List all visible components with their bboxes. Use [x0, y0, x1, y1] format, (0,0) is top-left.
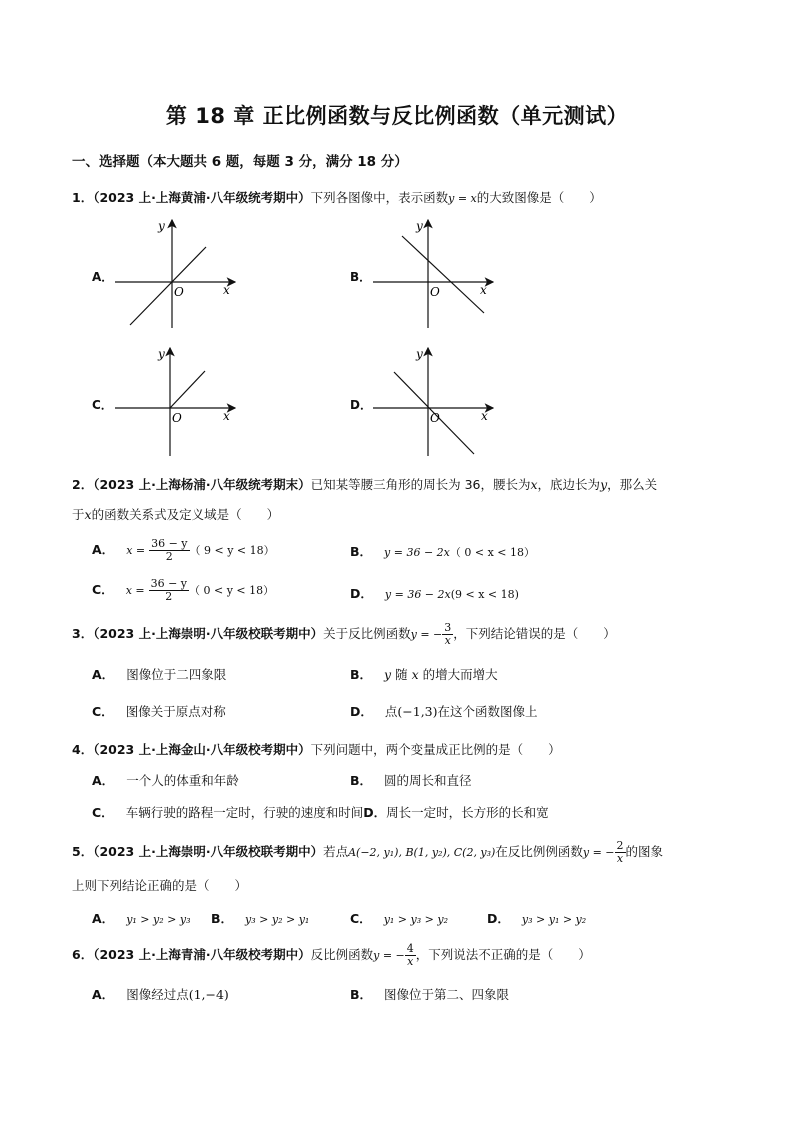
y-label: y [158, 347, 165, 361]
q3-option-b [350, 665, 498, 683]
denominator: x [444, 634, 451, 647]
question-text: 下列问题中，两个变量成正比例的是（ ） [310, 742, 561, 757]
question-text: ，底边长为 [537, 477, 601, 492]
q6-option-a [92, 985, 229, 1003]
section-heading: 一、选择题（本大题共 6 题，每题 3 分，满分 18 分） [72, 154, 408, 170]
denominator: x [616, 852, 624, 865]
x-label: x [223, 283, 230, 297]
option-text: 一个人的体重和年龄 [126, 773, 239, 788]
option-text: 图像位于第二、四象限 [384, 987, 510, 1002]
q2-option-d [350, 584, 519, 602]
option-label: D． [487, 911, 510, 926]
option-text: 随 [395, 667, 408, 682]
option-label: B． [350, 544, 373, 559]
option-text: 图像经过点 [126, 987, 189, 1002]
question-4 [72, 740, 561, 758]
option-label: B． [350, 987, 373, 1002]
q3-option-c [92, 702, 226, 720]
q5-option-a [92, 909, 190, 927]
question-source: （2023 上·上海崇明·八年级校联考期中） [93, 626, 324, 641]
question-source: （2023 上·上海杨浦·八年级统考期末） [93, 477, 311, 492]
y-label: y [158, 219, 165, 233]
option-text: 周长一定时，长方形的长和宽 [386, 805, 549, 820]
option-text: 图像关于原点对称 [125, 704, 226, 719]
question-3 [72, 622, 616, 647]
option-text: 圆的周长和直径 [384, 773, 472, 788]
domain: （ 0 < x < 18） [449, 546, 535, 559]
question-source: （2023 上·上海黄浦·八年级统考期中） [93, 190, 311, 205]
function-line [170, 371, 205, 408]
point-coordinates: (−1,3) [397, 704, 438, 719]
denominator: 2 [165, 590, 173, 603]
option-text: 的增大而增大 [422, 667, 498, 682]
question-number: 1． [72, 190, 94, 205]
q5-option-b [211, 909, 309, 927]
formula-lhs: y = − [410, 628, 443, 641]
option-label: C． [350, 911, 372, 926]
formula: y₃ > y₁ > y₂ [521, 913, 587, 926]
graph-c [110, 340, 250, 460]
variable: y [384, 667, 392, 682]
option-text: 车辆行驶的路程一定时，行驶的速度和时间 [125, 805, 364, 820]
option-label: A． [92, 773, 115, 788]
points: A(−2, y₁), B(1, y₂), C(2, y₃) [348, 846, 496, 859]
question-text: 于 [72, 507, 85, 522]
domain: （ 0 < y < 18） [189, 584, 275, 597]
option-label: C． [92, 805, 114, 820]
domain: （ 9 < y < 18） [189, 544, 275, 557]
question-text: 的大致图像是（ ） [476, 190, 602, 205]
option-label: D． [363, 805, 387, 820]
x-label: x [480, 283, 487, 297]
formula: y₁ > y₃ > y₂ [383, 913, 448, 926]
x-label: x [481, 409, 488, 423]
variable: x [411, 667, 419, 682]
numerator: 36 − y [151, 537, 188, 550]
fraction [149, 538, 189, 563]
option-label: B． [350, 773, 373, 788]
point-coordinates: (1,−4) [188, 987, 229, 1002]
origin-label: O [430, 411, 440, 425]
q2-option-b [350, 542, 535, 560]
numerator: 36 − y [150, 577, 188, 590]
question-source: （2023 上·上海青浦·八年级校考期中） [93, 947, 311, 962]
option-label: C． [92, 582, 114, 597]
y-label: y [416, 347, 423, 361]
option-label: D． [350, 704, 373, 719]
option-text: 在这个函数图像上 [437, 704, 538, 719]
option-label-a: A． [92, 270, 114, 284]
q4-option-c-d [92, 803, 549, 821]
question-text: 在反比例例函数 [495, 844, 583, 859]
formula-lhs: x = [125, 584, 145, 597]
question-text: 关于反比例函数 [323, 626, 411, 641]
q5-option-c [350, 909, 448, 927]
question-number: 2． [72, 477, 94, 492]
question-text: ，那么关 [607, 477, 658, 492]
q4-option-a [92, 771, 239, 789]
question-5 [72, 840, 663, 865]
option-label: C． [92, 704, 114, 719]
denominator: 2 [165, 550, 173, 563]
option-label: A． [92, 667, 115, 682]
question-5-line-2: 上则下列结论正确的是（ ） [72, 878, 248, 893]
option-text: 图像位于二四象限 [126, 667, 227, 682]
q3-option-d [350, 702, 538, 720]
variable: x [530, 477, 538, 492]
formula: y = 36 − 2x [384, 546, 450, 559]
fraction [442, 622, 453, 647]
fraction [149, 578, 189, 603]
option-label: A． [92, 542, 115, 557]
option-label: A． [92, 911, 115, 926]
graph-a [110, 212, 250, 332]
option-label: B． [350, 667, 373, 682]
question-text: 的图象 [625, 844, 664, 859]
q4-option-b [350, 771, 472, 789]
origin-label: O [174, 285, 184, 299]
question-text: 反比例函数 [310, 947, 374, 962]
origin-label: O [430, 285, 440, 299]
q2-option-c [92, 578, 274, 603]
question-1 [72, 188, 602, 206]
question-6 [72, 943, 591, 968]
fraction [615, 840, 626, 865]
formula: y = 36 − 2x [384, 588, 451, 601]
formula-lhs: x = [126, 544, 146, 557]
graph-d [368, 340, 508, 460]
formula: y₁ > y₂ > y₃ [126, 913, 191, 926]
graph-b [368, 212, 508, 332]
formula-lhs: y = − [582, 846, 615, 859]
q2-option-a [92, 538, 275, 563]
page-title: 第 18 章 正比例函数与反比例函数（单元测试） [165, 104, 629, 128]
option-label: D． [350, 586, 373, 601]
question-number: 4． [72, 742, 94, 757]
q6-option-b [350, 985, 509, 1003]
function-line [130, 247, 206, 325]
question-2-line-2 [72, 505, 279, 523]
option-label: A． [92, 987, 115, 1002]
origin-label: O [172, 411, 182, 425]
question-number: 6． [72, 947, 94, 962]
question-text: ，下列结论错误的是（ ） [453, 626, 616, 641]
function-line [402, 236, 484, 313]
option-label-c: C． [92, 398, 113, 412]
q5-option-d [487, 909, 586, 927]
question-number: 5． [72, 844, 94, 859]
option-text: 点 [384, 704, 398, 719]
numerator: 4 [406, 942, 414, 955]
denominator: x [407, 955, 414, 968]
question-text: ，下列说法不正确的是（ ） [415, 947, 591, 962]
numerator: 2 [616, 839, 624, 852]
option-label: B． [211, 911, 234, 926]
x-label: x [223, 409, 230, 423]
formula-lhs: y = − [373, 949, 405, 962]
y-label: y [416, 219, 423, 233]
question-source: （2023 上·上海金山·八年级校考期中） [93, 742, 311, 757]
formula: y₃ > y₂ > y₁ [245, 913, 310, 926]
option-label-b: B． [350, 270, 372, 284]
numerator: 3 [444, 621, 452, 634]
question-2 [72, 475, 657, 493]
domain: (9 < x < 18) [450, 588, 519, 601]
fraction [405, 943, 416, 968]
question-source: （2023 上·上海崇明·八年级校联考期中） [93, 844, 324, 859]
question-text: 的函数关系式及定义域是（ ） [91, 507, 280, 522]
question-text: 下列各图像中，表示函数 [310, 190, 449, 205]
question-number: 3． [72, 626, 94, 641]
question-text: 已知某等腰三角形的周长为 36，腰长为 [310, 477, 531, 492]
q3-option-a [92, 665, 226, 683]
variable: x [84, 507, 92, 522]
function-formula: y = x [448, 192, 477, 205]
question-text: 若点 [323, 844, 349, 859]
variable: y [600, 477, 608, 492]
option-label-d: D． [350, 398, 372, 412]
